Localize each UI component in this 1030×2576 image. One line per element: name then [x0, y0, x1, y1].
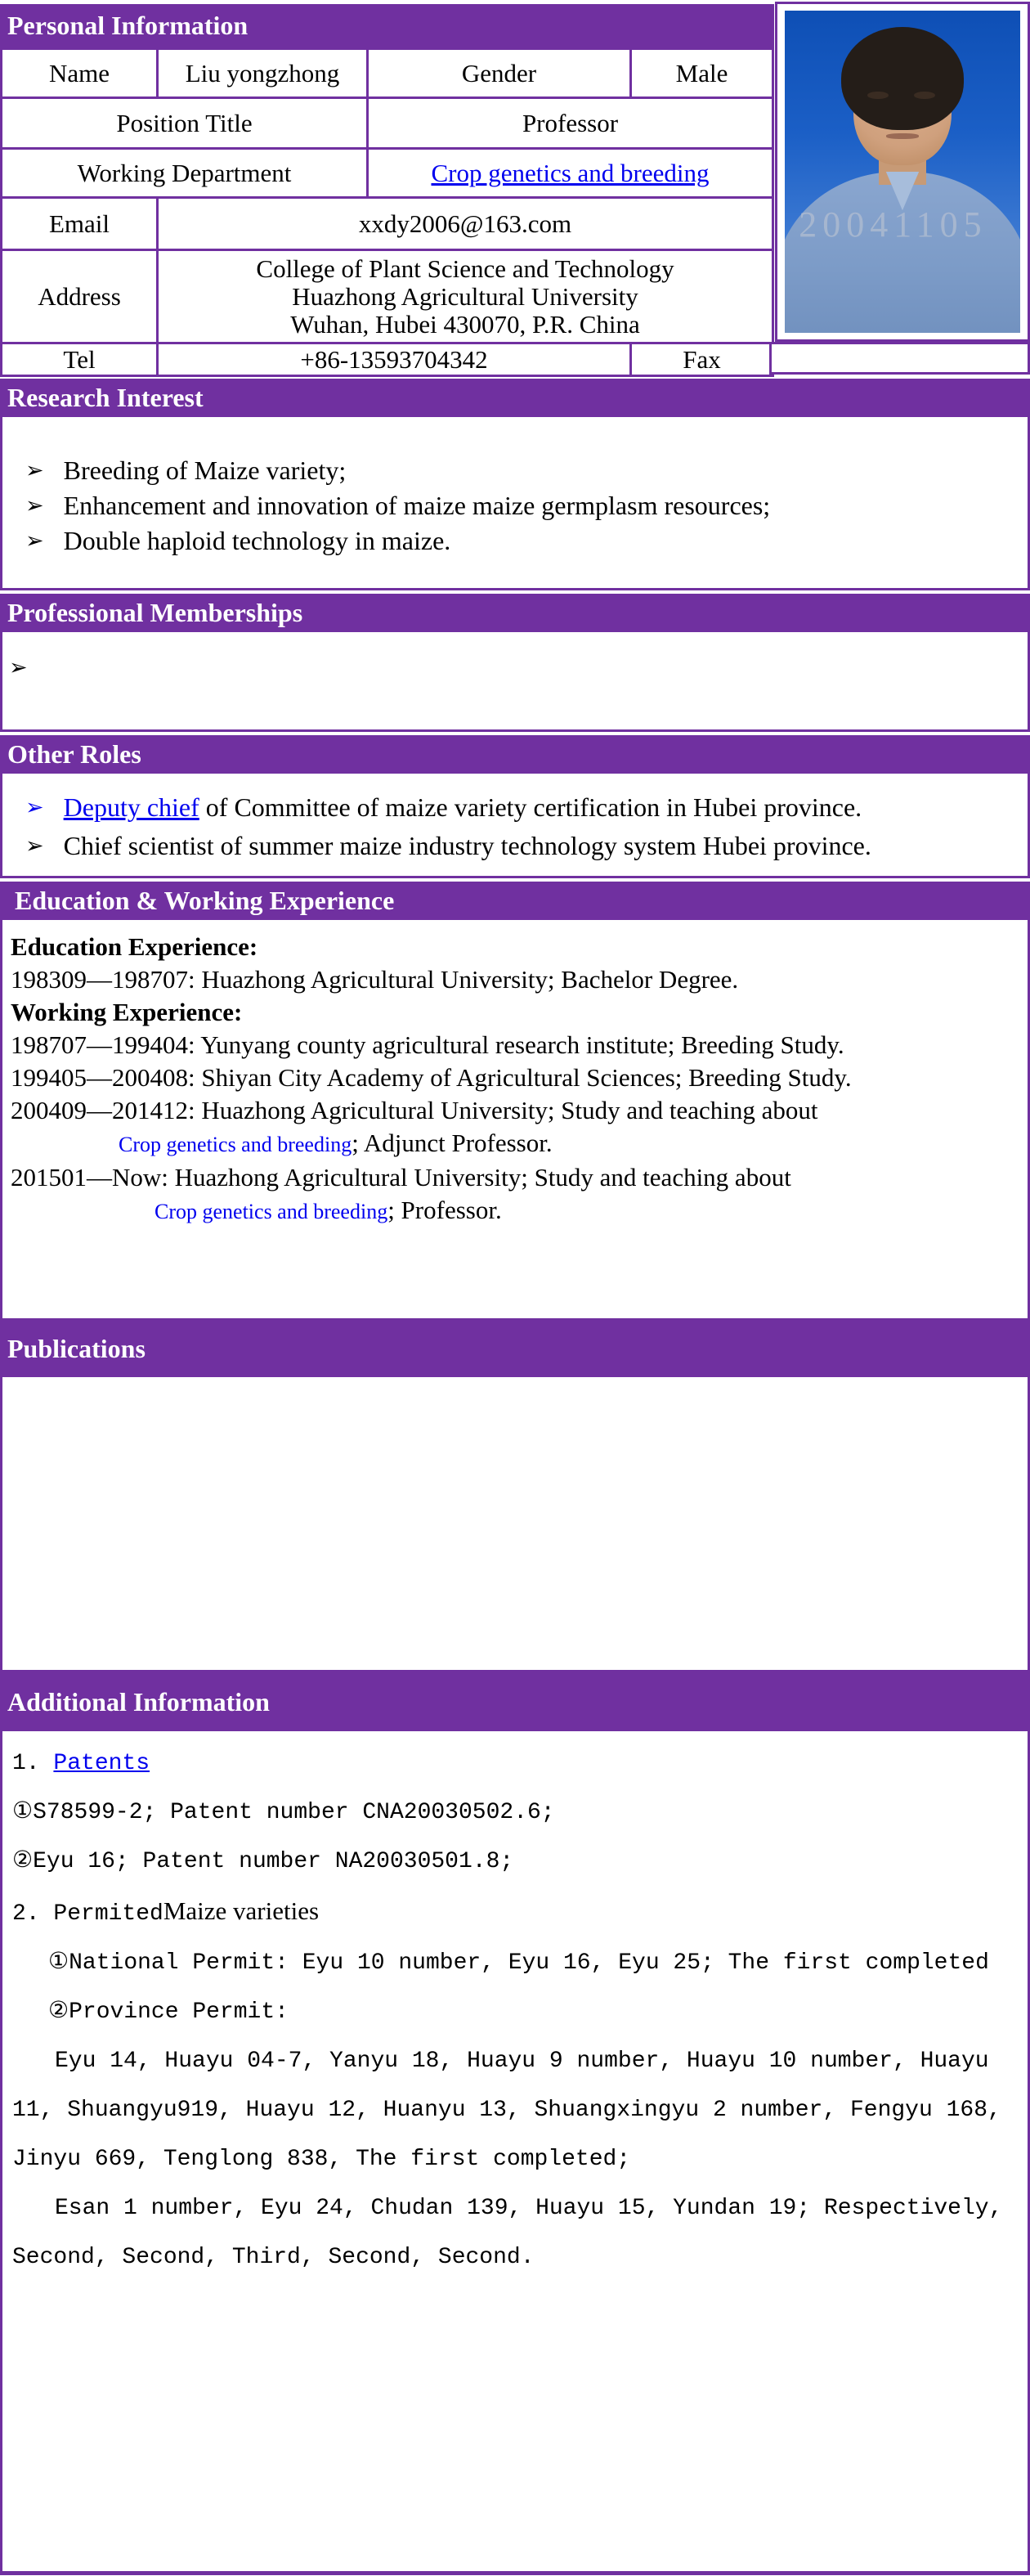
research-interest-header: Research Interest [0, 379, 1030, 417]
gender-value: Male [631, 49, 773, 98]
personal-information-section [0, 0, 1030, 375]
working-department-link[interactable]: Crop genetics and breeding [431, 158, 710, 187]
list-item [25, 789, 1019, 828]
education-line: 199405—200408: Shiyan City Academy of Agricultural Sciences; Breeding Study. [11, 1063, 852, 1092]
personal-info-table [0, 47, 774, 377]
education-subheading: Education Experience: [11, 932, 258, 961]
other-role-text: of Committee of maize variety certification in Hubei province. [199, 792, 862, 822]
fax-label: Fax [631, 343, 773, 376]
research-item-text: Breeding of Maize variety; [63, 456, 347, 485]
patents-link[interactable]: Patents [53, 1751, 150, 1776]
fax-value [769, 342, 1030, 375]
email-value: xxdy2006@163.com [158, 198, 773, 250]
bullet-arrow-icon: ➢ [25, 493, 44, 518]
other-roles-header: Other Roles [0, 735, 1030, 774]
working-subheading: Working Experience: [11, 998, 243, 1026]
additional-line: Second, Second, Third, Second, Second. [12, 2245, 535, 2270]
other-role-text: Chief scientist of summer maize industry technology system Hubei province. [63, 831, 871, 860]
bullet-arrow-icon: ➢ [25, 458, 44, 482]
table-row [2, 343, 773, 376]
profile-photo-frame [775, 2, 1030, 342]
education-line-text: ; Professor. [387, 1196, 502, 1224]
bullet-arrow-icon: ➢ [25, 833, 44, 858]
table-row [2, 250, 773, 343]
list-item [25, 828, 1019, 866]
education-line-text: ; Adjunct Professor. [352, 1129, 553, 1157]
photo-eye [867, 92, 889, 100]
additional-line [12, 1887, 1019, 1939]
address-line: Huazhong Agricultural University [292, 281, 638, 311]
additional-line [12, 1739, 1019, 1788]
education-line [11, 1194, 1019, 1228]
education-header: Education & Working Experience [0, 882, 1030, 920]
address-value [158, 250, 773, 343]
gender-label: Gender [368, 49, 631, 98]
additional-information-header: Additional Information [0, 1672, 1030, 1731]
address-line: Wuhan, Hubei 430070, P.R. China [290, 309, 640, 339]
additional-line-serif: Maize varieties [163, 1896, 320, 1925]
profile-photo [785, 11, 1020, 333]
other-roles-panel [0, 774, 1030, 878]
list-item [25, 489, 1019, 524]
research-item-text: Enhancement and innovation of maize maize germplasm resources; [63, 491, 771, 520]
additional-line: ①National Permit: Eyu 10 number, Eyu 16, Eyu 25; The first completed [48, 1950, 989, 1976]
additional-line: ①S78599-2; Patent number CNA20030502.6; [12, 1800, 555, 1825]
photo-mouth [886, 133, 919, 139]
address-label: Address [2, 250, 158, 343]
bullet-arrow-icon: ➢ [25, 795, 44, 819]
education-panel [0, 920, 1030, 1321]
list-item [25, 524, 1019, 559]
photo-hair [841, 27, 964, 130]
additional-line: ②Eyu 16; Patent number NA20030501.8; [12, 1849, 514, 1874]
list-item [25, 454, 1019, 489]
address-line: College of Plant Science and Technology [256, 254, 674, 283]
professional-memberships-panel [0, 632, 1030, 732]
professional-memberships-header: Professional Memberships [0, 594, 1030, 632]
additional-line: Esan 1 number, Eyu 24, Chudan 139, Huayu 15, Yundan 19; Respectively, [55, 2196, 1003, 2221]
name-value: Liu yongzhong [158, 49, 368, 98]
publications-panel [0, 1377, 1030, 1672]
education-line [11, 1127, 1019, 1161]
additional-line: Eyu 14, Huayu 04-7, Yanyu 18, Huayu 9 number, Huayu 10 number, Huayu [55, 2049, 989, 2074]
table-row [2, 149, 773, 198]
research-item-text: Double haploid technology in maize. [63, 526, 451, 555]
tel-label: Tel [2, 343, 158, 376]
table-row [2, 198, 773, 250]
email-label: Email [2, 198, 158, 250]
crop-genetics-link[interactable]: Crop genetics and breeding [119, 1133, 352, 1156]
bullet-arrow-icon: ➢ [9, 655, 28, 680]
position-title-value: Professor [368, 98, 773, 149]
publications-header: Publications [0, 1321, 1030, 1377]
additional-information-panel [0, 1731, 1030, 2575]
working-department-label: Working Department [2, 149, 368, 198]
education-line: 198309—198707: Huazhong Agricultural University; Bachelor Degree. [11, 965, 739, 994]
additional-line: 11, Shuangyu919, Huayu 12, Huanyu 13, Shuangxingyu 2 number, Fengyu 168, [12, 2098, 1001, 2123]
research-interest-panel [0, 417, 1030, 590]
education-line: 201501—Now: Huazhong Agricultural University; Study and teaching about [11, 1163, 791, 1192]
table-row [2, 49, 773, 98]
table-row [2, 98, 773, 149]
position-title-label: Position Title [2, 98, 368, 149]
working-department-cell [368, 149, 773, 198]
additional-line: ②Province Permit: [48, 1999, 289, 2025]
education-line: 200409—201412: Huazhong Agricultural University; Study and teaching about [11, 1096, 818, 1124]
deputy-chief-link[interactable]: Deputy chief [63, 792, 199, 822]
additional-line-mono: 2. Permited [12, 1901, 163, 1927]
education-line: 198707—199404: Yunyang county agricultural research institute; Breeding Study. [11, 1030, 844, 1059]
photo-watermark: 20041105 [799, 204, 987, 245]
name-label: Name [2, 49, 158, 98]
tel-value: +86-13593704342 [158, 343, 631, 376]
additional-line: Jinyu 669, Tenglong 838, The first completed; [12, 2147, 631, 2172]
crop-genetics-link[interactable]: Crop genetics and breeding [154, 1200, 388, 1223]
bullet-arrow-icon: ➢ [25, 528, 44, 553]
personal-information-header: Personal Information [0, 4, 774, 47]
patents-number: 1. [12, 1751, 54, 1776]
